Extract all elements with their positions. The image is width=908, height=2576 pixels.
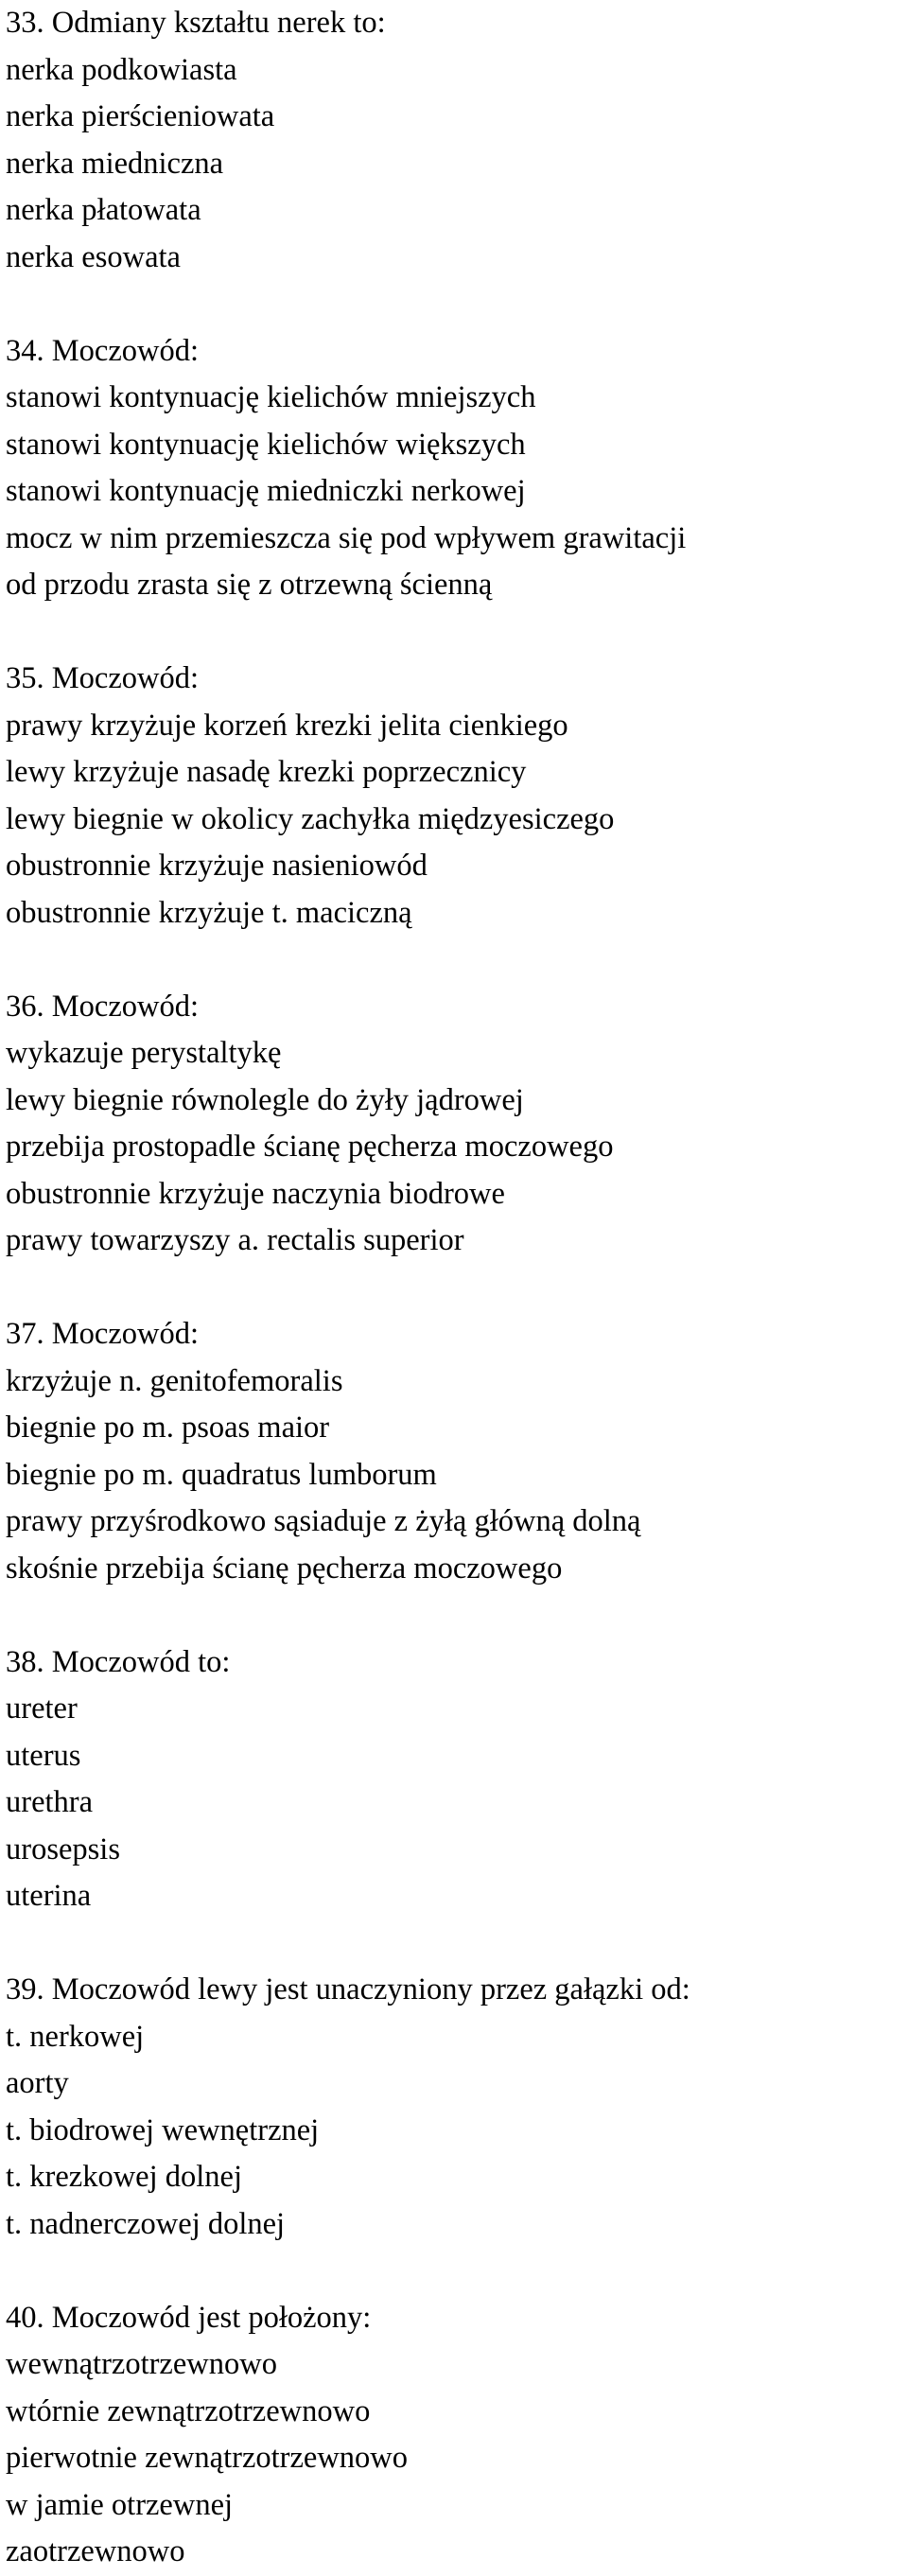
spacer xyxy=(6,1265,904,1312)
answer-option: lewy krzyżuje nasadę krezki poprzecznicy xyxy=(6,755,527,789)
question-title: 36. Moczowód: xyxy=(6,989,199,1024)
answer-option: lewy biegnie w okolicy zachyłka międzyesiczego xyxy=(6,801,615,836)
question-title: 34. Moczowód: xyxy=(6,333,199,368)
answer-option: stanowi kontynuację miedniczki nerkowej xyxy=(6,474,526,508)
answer-option: urethra xyxy=(6,1785,94,1819)
question-block-37 xyxy=(6,1311,904,1592)
question-title: 37. Moczowód: xyxy=(6,1317,199,1351)
question-title: 40. Moczowód jest położony: xyxy=(6,2300,372,2335)
answer-option: t. biodrowej wewnętrznej xyxy=(6,2112,320,2147)
answer-option: mocz w nim przemieszcza się pod wpływem grawitacji xyxy=(6,520,687,555)
question-title: 39. Moczowód lewy jest unaczyniony przez gałązki od: xyxy=(6,1972,690,2006)
answer-option: prawy przyśrodkowo sąsiaduje z żyłą główną dolną xyxy=(6,1504,641,1538)
question-block-38 xyxy=(6,1639,904,1920)
question-title: 33. Odmiany kształtu nerek to: xyxy=(6,6,386,40)
question-block-39 xyxy=(6,1967,904,2248)
question-block-40 xyxy=(6,2295,904,2576)
answer-option: biegnie po m. psoas maior xyxy=(6,1411,330,1445)
answer-option: ureter xyxy=(6,1691,78,1726)
answer-option: obustronnie krzyżuje t. maciczną xyxy=(6,895,412,930)
answer-option: nerka płatowata xyxy=(6,193,201,227)
answer-option: biegnie po m. quadratus lumborum xyxy=(6,1457,437,1492)
answer-option: skośnie przebija ścianę pęcherza moczowego xyxy=(6,1551,563,1586)
spacer xyxy=(6,937,904,984)
question-block-35 xyxy=(6,656,904,937)
answer-option: krzyżuje n. genitofemoralis xyxy=(6,1363,343,1398)
answer-option: nerka podkowiasta xyxy=(6,52,237,87)
answer-option: stanowi kontynuację kielichów większych xyxy=(6,427,526,462)
answer-option: zaotrzewnowo xyxy=(6,2534,185,2568)
question-block-36 xyxy=(6,984,904,1265)
answer-option: pierwotnie zewnątrzotrzewnowo xyxy=(6,2441,409,2475)
spacer xyxy=(6,281,904,328)
answer-option: uterina xyxy=(6,1879,92,1913)
answer-option: wykazuje perystaltykę xyxy=(6,1036,282,1070)
spacer xyxy=(6,1920,904,1968)
answer-option: lewy biegnie równolegle do żyły jądrowej xyxy=(6,1082,524,1117)
answer-option: nerka esowata xyxy=(6,239,181,274)
answer-option: wtórnie zewnątrzotrzewnowo xyxy=(6,2393,371,2428)
answer-option: t. krezkowej dolnej xyxy=(6,2160,242,2194)
answer-option: t. nerkowej xyxy=(6,2019,145,2054)
answer-option: aorty xyxy=(6,2066,69,2100)
answer-option: prawy krzyżuje korzeń krezki jelita cienkiego xyxy=(6,708,568,743)
answer-option: obustronnie krzyżuje nasieniowód xyxy=(6,849,428,883)
answer-option: urosepsis xyxy=(6,1831,120,1866)
question-block-34 xyxy=(6,328,904,609)
document xyxy=(6,0,904,2576)
answer-option: wewnątrzotrzewnowo xyxy=(6,2347,277,2381)
answer-option: przebija prostopadle ścianę pęcherza moczowego xyxy=(6,1130,614,1164)
spacer xyxy=(6,2248,904,2295)
answer-option: t. nadnerczowej dolnej xyxy=(6,2206,286,2241)
spacer xyxy=(6,1592,904,1639)
answer-option: nerka pierścieniowata xyxy=(6,99,275,133)
question-title: 38. Moczowód to: xyxy=(6,1644,231,1679)
answer-option: nerka miedniczna xyxy=(6,146,224,181)
answer-option: uterus xyxy=(6,1738,81,1773)
question-title: 35. Moczowód: xyxy=(6,661,199,695)
answer-option: obustronnie krzyżuje naczynia biodrowe xyxy=(6,1176,505,1211)
answer-option: prawy towarzyszy a. rectalis superior xyxy=(6,1223,464,1257)
question-block-33 xyxy=(6,0,904,281)
spacer xyxy=(6,609,904,657)
answer-option: od przodu zrasta się z otrzewną ścienną xyxy=(6,568,493,602)
answer-option: stanowi kontynuację kielichów mniejszych xyxy=(6,380,536,414)
answer-option: w jamie otrzewnej xyxy=(6,2487,234,2522)
